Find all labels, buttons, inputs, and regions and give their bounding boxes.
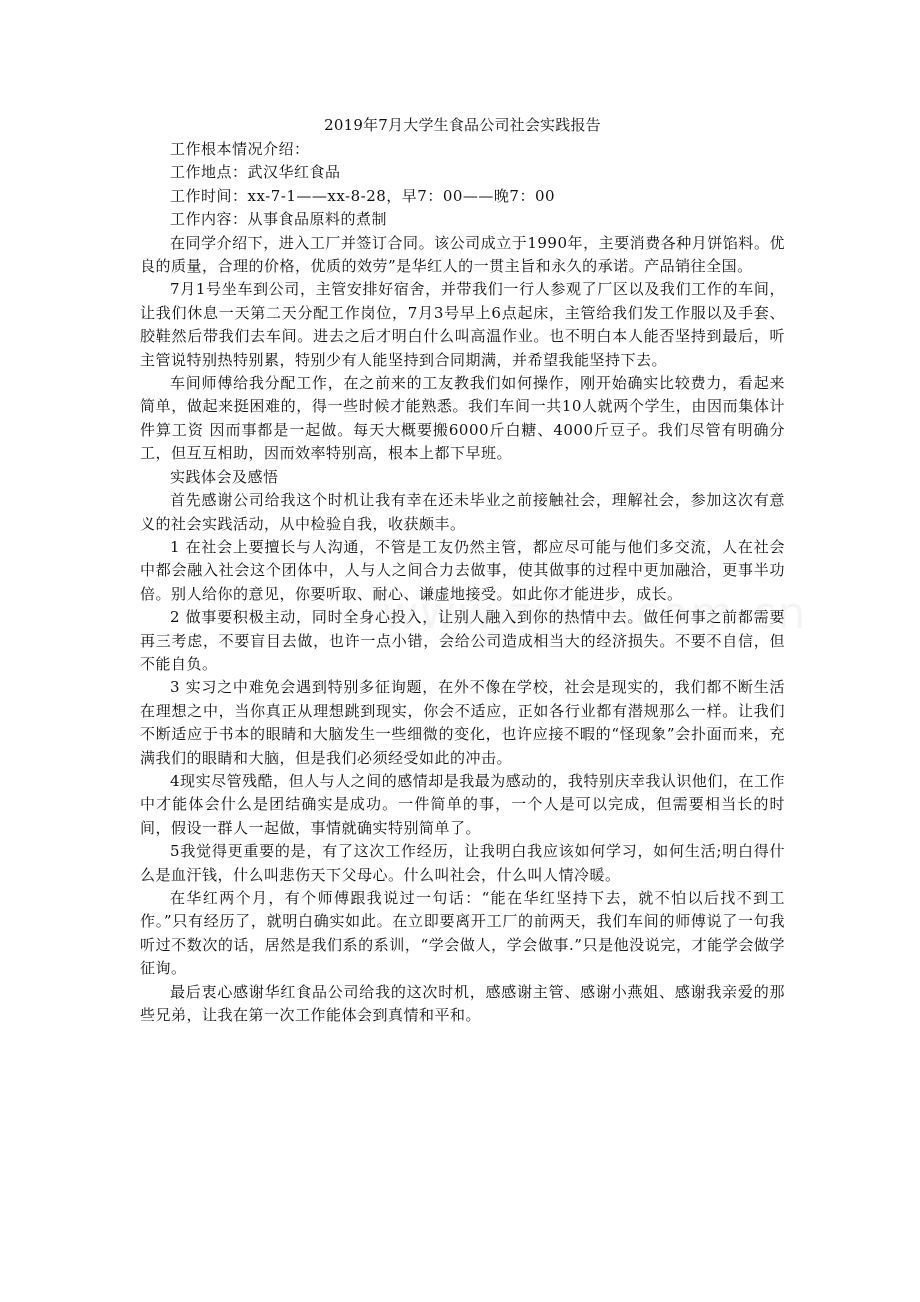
document-title: 2019年7月大学生食品公司社会实践报告 [324,116,601,134]
body-paragraph: 4现实尽管残酷，但人与人之间的感情却是我最为感动的，我特别庆幸我认识他们，在工作中才能体会什么是团结确实是成功。一件简单的事，一个人是可以完成，但需要相当长的时间，假设一群人一起做，事情就确实特别简单了。 [140,771,785,837]
body-paragraph: 最后衷心感谢华红食品公司给我的这次时机，感感谢主管、感谢小燕姐、感谢我亲爱的那些兄弟，让我在第一次工作能体会到真情和平和。 [140,982,785,1025]
body-paragraph: 工作根本情况介绍： [170,140,310,158]
body-paragraph: 2 做事要积极主动，同时全身心投入，让别人融入到你的热情中去。做任何事之前都需要再三考虑，不要盲目去做，也许一点小错，会给公司造成相当大的经济损失。不要不自信，但不能自负。 [140,608,785,673]
body-paragraph: 工作地点：武汉华红食品 [170,163,341,182]
body-paragraph: 实践体会及感悟 [170,467,279,486]
document-body [140,138,785,1027]
body-paragraph: 在华红两个月，有个师傅跟我说过一句话：“能在华红坚持下去，就不怕以后找不到工作。”只有经历了，就明白确实如此。在立即要离开工厂的前两天，我们车间的师傅说了一句我听过不数次的话，居然是我们系的系训，“学会做人，学会做事.”只是他没说完，才能学会做学征询。 [140,889,785,978]
body-paragraph: 首先感谢公司给我这个时机让我有幸在还未毕业之前接触社会，理解社会，参加这次有意义的社会实践活动，从中检验自我，收获颇丰。 [140,491,785,533]
document-page [140,112,785,1027]
body-paragraph: 5我觉得更重要的是，有了这次工作经历，让我明白我应该如何学习，如何生活;明白得什么是血汗钱，什么叫悲伤天下父母心。什么叫社会，什么叫人情冷暖。 [140,842,785,884]
body-paragraph: 工作时间：xx-7-1——xx-8-28，早7：00——晚7：00 [170,186,556,205]
body-paragraph: 3 实习之中难免会遇到特别多征询题，在外不像在学校，社会是现实的，我们都不断生活在理想之中，当你真正从理想跳到现实，你会不适应，正如各行业都有潜规那么一样。让我们不断适应于书本的眼睛和大脑发生一些细微的变化，也许应接不暇的“怪现象”会扑面而来，充满我们的眼睛和大脑，但是我们必须经受如此的冲击。 [140,678,785,767]
body-paragraph: 车间师傅给我分配工作，在之前来的工友教我们如何操作，刚开始确实比较费力，看起来简单，做起来挺困难的，得一些时候才能熟悉。我们车间一共10人就两个学生，由因而集体计件算工资 因而事都是一起做。每天大概要搬6000斤白糖、4000斤豆子。我们尽管有明确分工，但互互相助，因而效率特别高，根本上都下早班。 [140,374,785,463]
body-paragraph: 7月1号坐车到公司，主管安排好宿舍，并带我们一行人参观了厂区以及我们工作的车间，让我们休息一天第二天分配工作岗位，7月3号早上6点起床，主管给我们发工作服以及手套、胶鞋然后带我们去车间。进去之后才明白什么叫高温作业。也不明白本人能否坚持到最后，听主管说特别热特别累，特别少有人能坚持到合同期满，并希望我能坚持下去。 [140,280,785,369]
body-paragraph: 在同学介绍下，进入工厂并签订合同。该公司成立于1990年，主要消费各种月饼馅料。优良的质量，合理的价格，优质的效劳”是华红人的一贯主旨和永久的承诺。产品销往全国。 [140,233,785,276]
body-paragraph: 工作内容：从事食品原料的煮制 [170,210,388,229]
body-paragraph: 1 在社会上要擅长与人沟通，不管是工友仍然主管，都应尽可能与他们多交流，人在社会中都会融入社会这个团体中，人与人之间合力去做事，使其做事的过程中更加融洽，更事半功倍。别人给你的意见，你要听取、耐心、谦虚地接受。如此你才能进步，成长。 [140,537,785,603]
